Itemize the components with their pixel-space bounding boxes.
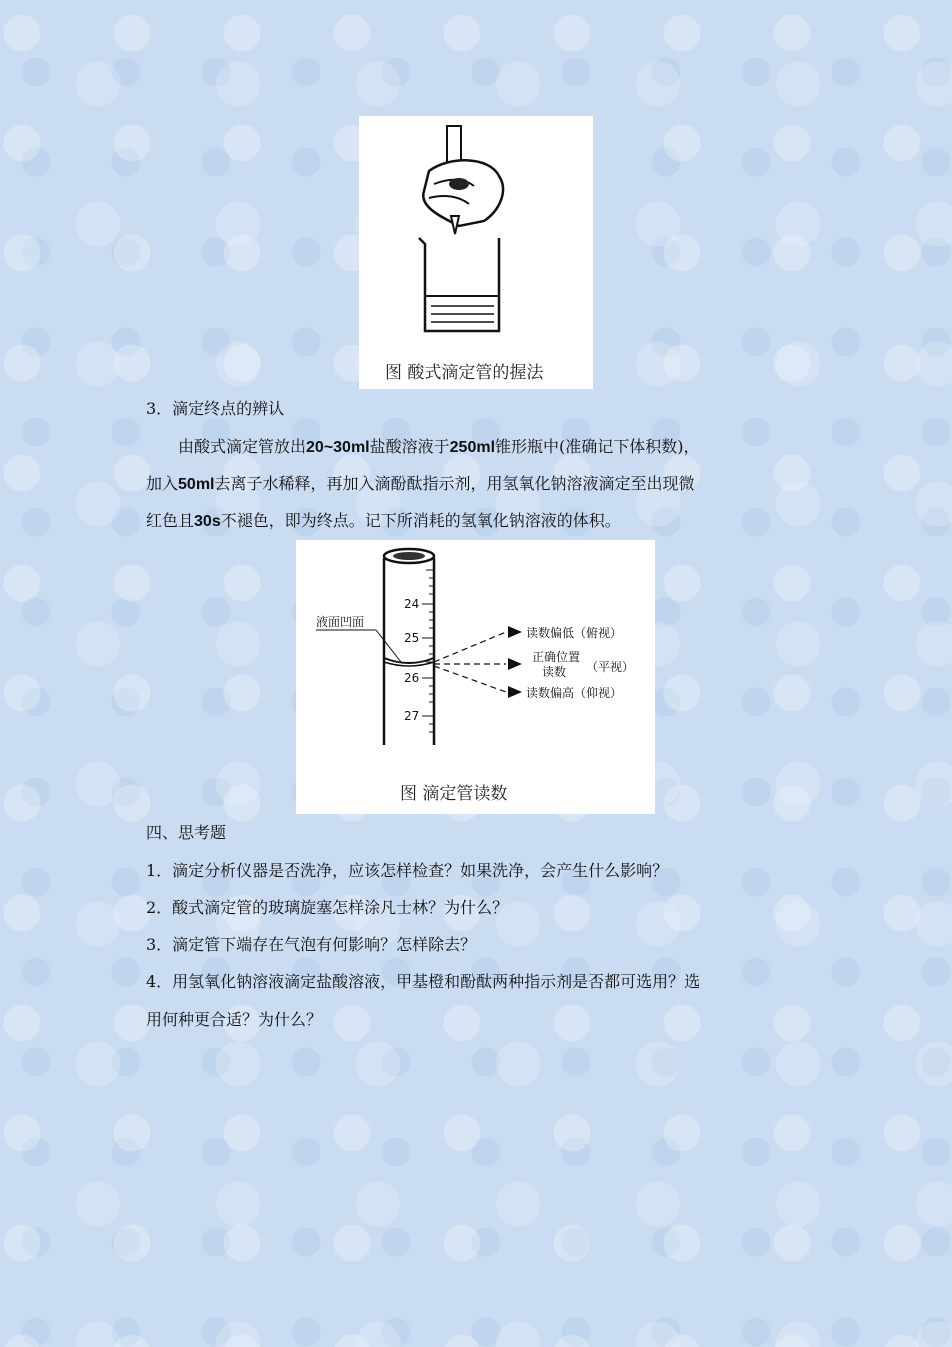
section3-paragraph-line1: 由酸式滴定管放出20~30ml盐酸溶液于250ml锥形瓶中(准确记下体积数)， <box>178 437 700 456</box>
tick-label-24: 24 <box>404 597 420 611</box>
section3-paragraph-line2: 加入50ml去离子水稀释，再加入滴酚酞指示剂，用氢氧化钠溶液滴定至出现微 <box>146 474 695 493</box>
reading-correct-label-3: （平视） <box>586 660 635 674</box>
figure-burette-reading <box>296 540 655 814</box>
question-3: 3．滴定管下端存在气泡有何影响？怎样除去？ <box>146 935 477 954</box>
question-1: 1．滴定分析仪器是否洗净，应该怎样检查？如果洗净，会产生什么影响？ <box>146 861 669 880</box>
reading-high-label: 读数偏高（仰视） <box>526 686 623 700</box>
figure-burette-grip <box>359 116 593 389</box>
question-4-line2: 用何种更合适？为什么？ <box>146 1010 323 1029</box>
question-4-line1: 4．用氢氧化钠溶液滴定盐酸溶液，甲基橙和酚酞两种指示剂是否都可选用？选 <box>146 972 701 991</box>
section4-heading: 四、思考题 <box>146 823 227 842</box>
section3-heading: 3．滴定终点的辨认 <box>146 399 285 418</box>
section3-paragraph-line3: 红色且30s不褪色，即为终点。记下所消耗的氢氧化钠溶液的体积。 <box>146 511 621 530</box>
tick-label-26: 26 <box>404 671 420 685</box>
reading-correct-label-2: 读数 <box>542 665 567 679</box>
figure2-caption: 图 滴定管读数 <box>400 784 508 804</box>
reading-low-label: 读数偏低（俯视） <box>526 626 623 640</box>
meniscus-label: 液面凹面 <box>316 615 365 629</box>
figure1-caption: 图 酸式滴定管的握法 <box>385 363 544 383</box>
question-2: 2．酸式滴定管的玻璃旋塞怎样涂凡士林？为什么？ <box>146 898 509 917</box>
reading-correct-label-1: 正确位置 <box>532 650 581 664</box>
tick-label-27: 27 <box>404 709 420 723</box>
tick-label-25: 25 <box>404 631 420 645</box>
